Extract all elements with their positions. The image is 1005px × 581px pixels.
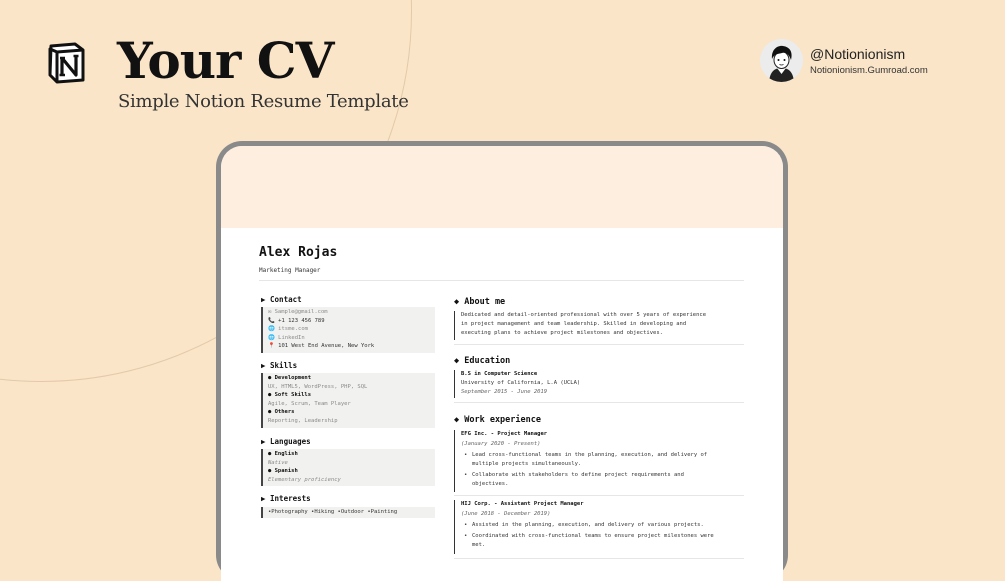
skills-callout xyxy=(261,373,435,428)
skill-group-detail: Reporting, Leadership xyxy=(268,417,338,424)
globe-icon: 🌐 xyxy=(268,334,275,341)
contact-callout xyxy=(261,307,435,353)
avatar-illustration-icon xyxy=(760,39,803,82)
languages-heading[interactable]: ▶ Languages xyxy=(261,437,311,446)
bullet-dot: • xyxy=(464,533,468,539)
contact-address: 📍 101 West End Avenue, New York xyxy=(268,343,375,350)
author-card xyxy=(760,39,1005,83)
page-subtitle: Simple Notion Resume Template xyxy=(118,91,409,112)
about-line: in project management and team leadership. Skilled in developing and xyxy=(461,321,687,327)
interests-text: •Photography •Hiking •Outdoor •Painting xyxy=(268,509,398,515)
education-school: University of California, L.A (UCLA) xyxy=(461,380,581,386)
skill-group-title: ● Soft Skills xyxy=(268,392,312,399)
interests-callout xyxy=(261,507,435,518)
job-dates: (January 2020 - Present) xyxy=(461,441,541,447)
contact-email[interactable]: ✉ Sample@gmail.com xyxy=(268,309,328,315)
education-block xyxy=(454,370,744,398)
job-bullet: • Collaborate with stakeholders to define project requirements and objectives. xyxy=(464,472,684,487)
resume-role: Marketing Manager xyxy=(259,267,321,274)
tablet-frame xyxy=(216,141,788,581)
divider xyxy=(454,495,744,496)
page-cover xyxy=(221,146,783,228)
language-level: Native xyxy=(268,459,288,466)
job-bullet: • Assisted in the planning, execution, and delivery of various projects. xyxy=(464,522,704,528)
skill-group-title: ● Others xyxy=(268,409,295,416)
languages-callout xyxy=(261,449,435,486)
about-line: executing plans to achieve project milestones and objectives. xyxy=(461,330,663,336)
job-block xyxy=(454,430,744,492)
education-heading: ◆ Education xyxy=(454,356,511,366)
avatar xyxy=(760,39,803,82)
education-degree: B.S in Computer Science xyxy=(461,371,538,377)
skill-group-detail: UX, HTML5, WordPress, PHP, SQL xyxy=(268,383,368,390)
page-title: Your CV xyxy=(117,31,334,90)
divider xyxy=(454,344,744,345)
resume-name: Alex Rojas xyxy=(259,245,338,260)
job-block xyxy=(454,500,744,554)
pin-icon: 📍 xyxy=(268,343,275,350)
skill-group-title: ● Development xyxy=(268,375,312,381)
bullet-dot: • xyxy=(464,472,468,478)
about-heading: ◆ About me xyxy=(454,297,506,307)
language-level: Elementary proficiency xyxy=(268,476,341,483)
notion-logo-icon xyxy=(45,41,88,84)
job-title: EFG Inc. - Project Manager xyxy=(461,431,548,437)
bullet-dot: • xyxy=(464,452,468,458)
author-handle[interactable]: @Notionionism xyxy=(810,46,906,62)
about-block xyxy=(454,311,744,340)
notion-page xyxy=(221,146,783,581)
interests-heading[interactable]: ▶ Interests xyxy=(261,494,311,503)
phone-icon: 📞 xyxy=(268,317,275,324)
job-bullet: • Lead cross-functional teams in the planning, execution, and delivery of multiple projects simultaneously. xyxy=(464,452,708,467)
education-dates: September 2015 - June 2019 xyxy=(461,389,548,395)
language-name: ● English xyxy=(268,451,298,457)
contact-heading[interactable]: ▶ Contact xyxy=(261,295,302,304)
divider xyxy=(259,280,744,281)
divider xyxy=(454,402,744,403)
about-line: Dedicated and detail-oriented professional with over 5 years of experience xyxy=(461,312,707,318)
skill-group-detail: Agile, Scrum, Team Player xyxy=(268,400,351,407)
work-heading: ◆ Work experience xyxy=(454,415,541,425)
bullet-dot: • xyxy=(464,522,468,528)
language-name: ● Spanish xyxy=(268,468,298,475)
author-site-link[interactable]: Notionionism.Gumroad.com xyxy=(810,65,928,76)
globe-icon: 🌐 xyxy=(268,326,275,333)
job-bullet: • Coordinated with cross-functional teams to ensure project milestones were met. xyxy=(464,533,714,548)
skills-heading[interactable]: ▶ Skills xyxy=(261,361,298,370)
contact-website[interactable]: 🌐 itsme.com xyxy=(268,326,308,333)
mail-icon: ✉ xyxy=(268,309,272,315)
job-title: HIJ Corp. - Assistant Project Manager xyxy=(461,501,584,507)
contact-phone: 📞 +1 123 456 789 xyxy=(268,317,325,324)
divider xyxy=(454,558,744,559)
contact-linkedin[interactable]: 🌐 LinkedIn xyxy=(268,334,305,341)
job-dates: (June 2018 - December 2019) xyxy=(461,511,551,517)
